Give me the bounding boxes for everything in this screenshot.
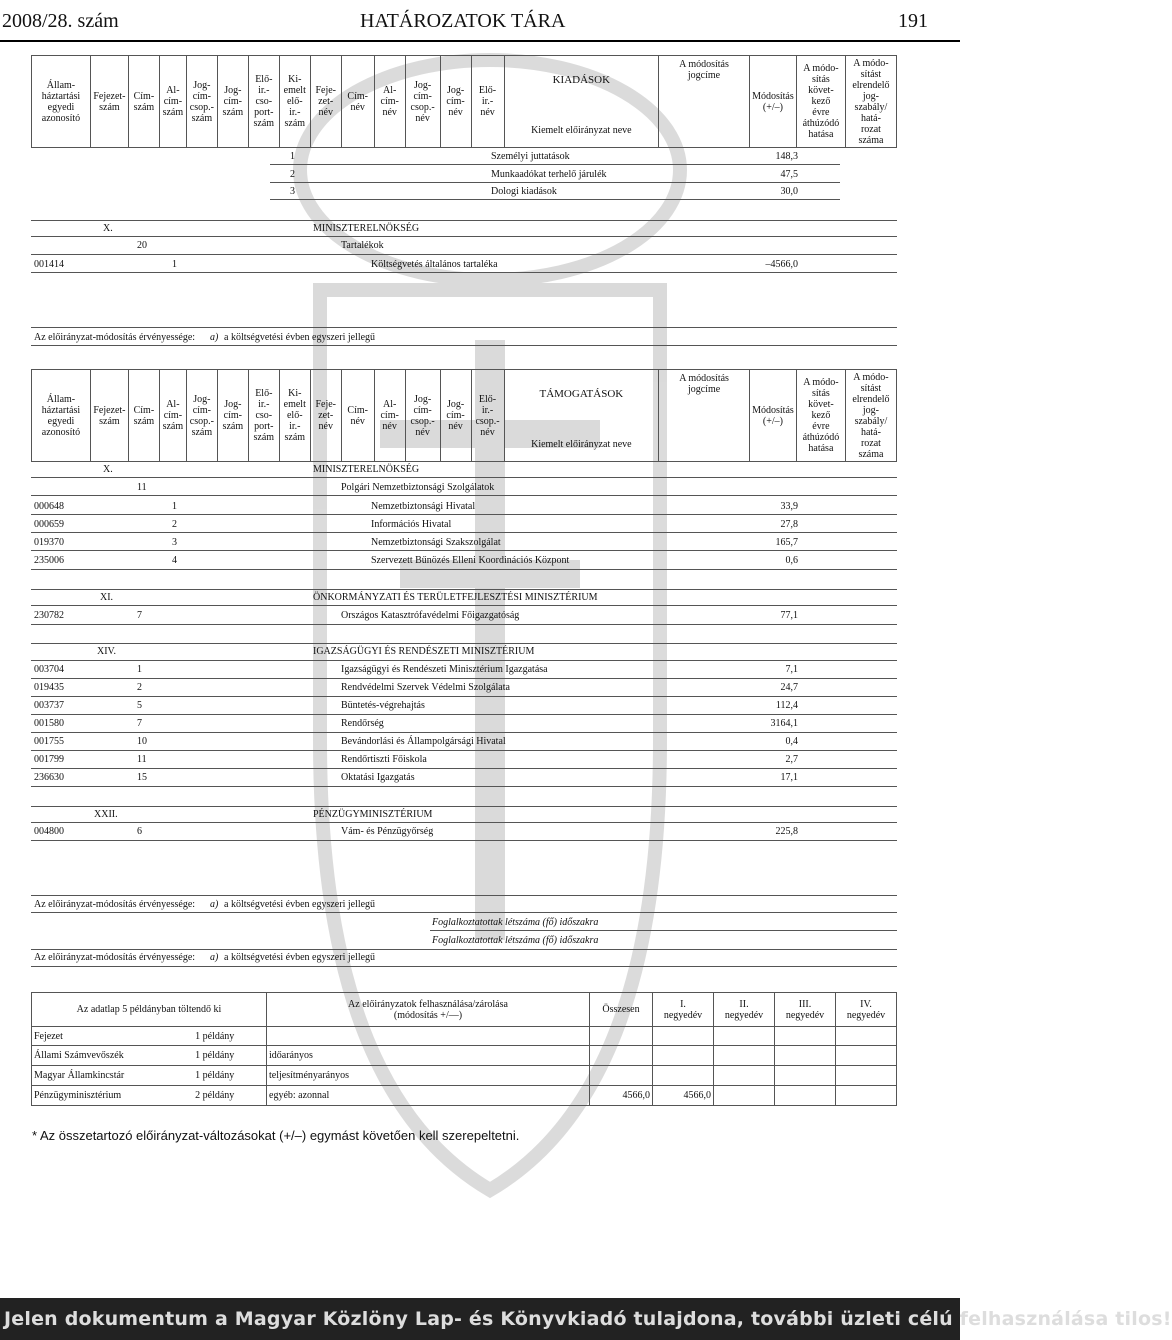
dist-q1: [653, 1027, 714, 1046]
mod-value: 17,1: [780, 772, 798, 783]
ahaz-id: 004800: [34, 826, 64, 837]
dist-total: [590, 1066, 653, 1086]
kiemelt-label: Kiemelt előirányzat neve: [531, 125, 632, 136]
kiemelt-label: Kiemelt előirányzat neve: [531, 439, 632, 450]
page-header: [0, 0, 960, 42]
kov-ev-col: A módo- sítás követ- kező évre áthúzódó hatása: [796, 56, 845, 148]
dist-copies: 2 példány: [193, 1086, 266, 1106]
mod-jogcime: A módosítás jogcíme: [659, 370, 750, 462]
page-title: HATÁROZATOK TÁRA: [360, 10, 566, 32]
dist-total: [590, 1027, 653, 1046]
footer-banner: [0, 1298, 1172, 1340]
cim-name: Rendőrtiszti Főiskola: [341, 754, 427, 765]
mod-jogcime: A módosítás jogcíme: [659, 56, 750, 148]
cim-name: Vám- és Pénzügyőrség: [341, 826, 434, 837]
ervenyesseg-text: a költségvetési évben egyszeri jellegű: [224, 332, 376, 343]
cim-code: 7: [137, 718, 142, 729]
cim-code: 20: [137, 240, 147, 251]
mod-value: 27,8: [780, 519, 798, 530]
dist-header-usage: Az előirányzatok felhasználása/zárolása (módosítás +/—): [267, 993, 590, 1027]
dist-copies: 1 példány: [193, 1027, 266, 1046]
dist-desc: [267, 1027, 590, 1046]
ahaz-id: 001799: [34, 754, 64, 765]
cim-code: 2: [137, 682, 142, 693]
fejezet-name: MINISZTERELNÖKSÉG: [313, 464, 420, 475]
ahaz-id: 000648: [34, 501, 64, 512]
col-fejezet: Fejezet- szám: [90, 56, 128, 148]
fejezet-code: X.: [103, 223, 113, 234]
alcim-code: 1: [172, 501, 177, 512]
col-cim: Cím- szám: [128, 56, 159, 148]
col-ecs: Elő- ir.- cso- port- szám: [248, 370, 279, 462]
footer-text: Jelen dokumentum a Magyar Közlöny Lap- és Könyvkiadó tulajdona, további üzleti célú felhasználása tilos!: [4, 1308, 1172, 1330]
cim-code: 1: [137, 664, 142, 675]
fejezet-name: ÖNKORMÁNYZATI ÉS TERÜLETFEJLESZTÉSI MINISZTÉRIUM: [313, 592, 598, 603]
ervenyesseg-label: Az előirányzat-módosítás érvényessége:: [34, 899, 196, 910]
table-row: [32, 1046, 897, 1066]
cim-code: 7: [137, 610, 142, 621]
cim-code: 10: [137, 736, 147, 747]
dist-desc: teljesítményarányos: [267, 1066, 590, 1086]
alcim-code: 3: [172, 537, 177, 548]
tamogatasok-title-cell: [504, 370, 659, 462]
ahaz-id: 001414: [34, 259, 64, 270]
tamogatasok-header-table: [31, 369, 897, 462]
cim-name: Büntetés-végrehajtás: [341, 700, 425, 711]
dist-header-total: Összesen: [590, 993, 653, 1027]
elrendelo-col: A módo- sítást elrendelő jog- szabály/ hatá- rozat száma: [845, 56, 896, 148]
col-cimnev: Cím- név: [341, 56, 374, 148]
alcim-code: 1: [172, 259, 177, 270]
ahaz-id: 019435: [34, 682, 64, 693]
ahaz-id: 003737: [34, 700, 64, 711]
ervenyesseg-text: a költségvetési évben egyszeri jellegű: [224, 952, 376, 963]
col-alcim: Al- cím- szám: [159, 56, 186, 148]
col-fejezet: Fejezet- szám: [90, 370, 128, 462]
dist-total: 4566,0: [590, 1086, 653, 1106]
kiadasok-header-table: [31, 55, 897, 148]
fejezet-name: PÉNZÜGYMINISZTÉRIUM: [313, 809, 433, 820]
col-jcs: Jog- cím- csop.- szám: [186, 56, 217, 148]
cim-code: 5: [137, 700, 142, 711]
fejezet-name: MINISZTERELNÖKSÉG: [313, 223, 420, 234]
col-jcs: Jog- cím- csop.- szám: [186, 370, 217, 462]
dist-copies: 1 példány: [193, 1046, 266, 1066]
dist-org: Állami Számvevőszék: [32, 1046, 194, 1066]
dist-org: Pénzügyminisztérium: [32, 1086, 194, 1106]
dist-total: [590, 1046, 653, 1066]
cim-code: 11: [137, 754, 147, 765]
mod-value: 225,8: [775, 826, 798, 837]
col-enev: Elő- ir.- név: [471, 56, 504, 148]
distribution-table: [31, 992, 897, 1106]
kiadas-row-name: Dologi kiadások: [491, 186, 557, 197]
col-ke: Ki- emelt elő- ir.- szám: [279, 370, 310, 462]
ervenyesseg-label: Az előirányzat-módosítás érvényessége:: [34, 952, 196, 963]
dist-org: Fejezet: [32, 1027, 194, 1046]
dist-desc: egyéb: azonnal: [267, 1086, 590, 1106]
cim-name: Polgári Nemzetbiztonsági Szolgálatok: [341, 482, 495, 493]
kiadas-row-value: 30,0: [780, 186, 798, 197]
kov-ev-col: A módo- sítás követ- kező évre áthúzódó hatása: [796, 370, 845, 462]
mod-value: 3164,1: [770, 718, 798, 729]
alcim-name: Nemzetbiztonsági Hivatal: [371, 501, 476, 512]
fejezet-code: XIV.: [97, 646, 116, 657]
ervenyesseg-a: a): [210, 899, 219, 910]
col-jc: Jog- cím- szám: [217, 370, 248, 462]
dist-header-copies: Az adatlap 5 példányban töltendő ki: [32, 993, 267, 1027]
fejezet-code: XI.: [100, 592, 114, 603]
kiadas-row-name: Személyi juttatások: [491, 151, 570, 162]
mod-value: 0,4: [785, 736, 798, 747]
ahaz-id: 236630: [34, 772, 64, 783]
mod-value: 77,1: [780, 610, 798, 621]
kiadasok-title: KIADÁSOK: [552, 74, 611, 86]
dist-copies: 1 példány: [193, 1066, 266, 1086]
kiadasok-title-cell: [504, 56, 659, 148]
alcim-name: Szervezett Bűnözés Elleni Koordinációs Központ: [371, 555, 570, 566]
cim-name: Oktatási Igazgatás: [341, 772, 415, 783]
mod-value: 2,7: [785, 754, 798, 765]
cim-code: 15: [137, 772, 147, 783]
col-jc: Jog- cím- szám: [217, 56, 248, 148]
mod-value: 112,4: [775, 700, 798, 711]
dist-desc: időarányos: [267, 1046, 590, 1066]
modositas-col: Módosítás (+/–): [749, 370, 796, 462]
mod-value: 33,9: [780, 501, 798, 512]
ervenyesseg-a: a): [210, 332, 219, 343]
foglalkoztatottak-1: Foglalkoztatottak létszáma (fő) időszakra: [432, 917, 599, 928]
alcim-name: Információs Hivatal: [371, 519, 452, 530]
dist-q1: [653, 1046, 714, 1066]
col-cim: Cím- szám: [128, 370, 159, 462]
fejezet-code: X.: [103, 464, 113, 475]
col-jcsnev: Jog- cím- csop.- név: [405, 370, 440, 462]
col-ahaz: Állam- háztartási egyedi azonosító: [32, 56, 91, 148]
col-alcimnev: Al- cím- név: [374, 56, 405, 148]
cim-name: Rendőrség: [341, 718, 384, 729]
col-jcnev: Jog- cím- név: [440, 370, 471, 462]
col-ke: Ki- emelt elő- ir.- szám: [279, 56, 310, 148]
alcim-code: 2: [172, 519, 177, 530]
cim-code: 11: [137, 482, 147, 493]
col-jcnev: Jog- cím- név: [440, 56, 471, 148]
kiadas-row-num: 1: [290, 151, 295, 162]
modositas-col: Módosítás (+/–): [749, 56, 796, 148]
cim-name: Bevándorlási és Állampolgársági Hivatal: [341, 736, 506, 747]
ervenyesseg-text: a költségvetési évben egyszeri jellegű: [224, 899, 376, 910]
issue-number: 2008/28. szám: [2, 10, 119, 32]
dist-header-q2: II. negyedév: [714, 993, 775, 1027]
table-row: [32, 1066, 897, 1086]
col-ecs: Elő- ir.- cso- port- szám: [248, 56, 279, 148]
ervenyesseg-a: a): [210, 952, 219, 963]
mod-value: 24,7: [780, 682, 798, 693]
elrendelo-col: A módo- sítást elrendelő jog- szabály/ hatá- rozat száma: [845, 370, 896, 462]
ahaz-id: 019370: [34, 537, 64, 548]
col-fejnev: Feje- zet- név: [310, 56, 341, 148]
cim-name: Tartalékok: [341, 240, 384, 251]
kiadas-row-name: Munkaadókat terhelő járulék: [491, 169, 607, 180]
table-row: [32, 1027, 897, 1046]
ahaz-id: 001755: [34, 736, 64, 747]
page-number: 191: [898, 10, 928, 32]
ahaz-id: 230782: [34, 610, 64, 621]
kiadas-row-value: 148,3: [775, 151, 798, 162]
col-fejnev: Feje- zet- név: [310, 370, 341, 462]
fejezet-code: XXII.: [94, 809, 118, 820]
dist-header-q4: IV. negyedév: [836, 993, 897, 1027]
dist-header-q1: I. negyedév: [653, 993, 714, 1027]
footnote: * Az összetartozó előirányzat-változásokat (+/–) egymást követően kell szerepeltetni.: [32, 1128, 520, 1143]
alcim-name: Nemzetbiztonsági Szakszolgálat: [371, 537, 501, 548]
col-enev: Elő- ir.- csop.- név: [471, 370, 504, 462]
col-cimnev: Cím- név: [341, 370, 374, 462]
mod-value: –4566,0: [765, 259, 798, 270]
kiadas-row-value: 47,5: [780, 169, 798, 180]
table-row: [32, 1086, 897, 1106]
kiadas-row-num: 2: [290, 169, 295, 180]
ahaz-id: 001580: [34, 718, 64, 729]
dist-org: Magyar Államkincstár: [32, 1066, 194, 1086]
alcim-name: Költségvetés általános tartaléka: [371, 259, 498, 270]
cim-code: 6: [137, 826, 142, 837]
ervenyesseg-label: Az előirányzat-módosítás érvényessége:: [34, 332, 196, 343]
alcim-code: 4: [172, 555, 177, 566]
mod-value: 7,1: [785, 664, 798, 675]
col-alcim: Al- cím- szám: [159, 370, 186, 462]
mod-value: 0,6: [785, 555, 798, 566]
dist-q1: 4566,0: [653, 1086, 714, 1106]
col-ahaz: Állam- háztartási egyedi azonosító: [32, 370, 91, 462]
foglalkoztatottak-2: Foglalkoztatottak létszáma (fő) időszakra: [432, 935, 599, 946]
dist-q1: [653, 1066, 714, 1086]
ahaz-id: 235006: [34, 555, 64, 566]
cim-name: Rendvédelmi Szervek Védelmi Szolgálata: [341, 682, 510, 693]
cim-name: Igazságügyi és Rendészeti Minisztérium Igazgatása: [341, 664, 548, 675]
col-alcimnev: Al- cím- név: [374, 370, 405, 462]
mod-value: 165,7: [775, 537, 798, 548]
ahaz-id: 003704: [34, 664, 64, 675]
fejezet-name: IGAZSÁGÜGYI ÉS RENDÉSZETI MINISZTÉRIUM: [313, 646, 535, 657]
cim-name: Országos Katasztrófavédelmi Főigazgatóság: [341, 610, 520, 621]
dist-header-q3: III. negyedév: [775, 993, 836, 1027]
tamogatasok-title: TÁMOGATÁSOK: [539, 388, 624, 400]
col-jcsnev: Jog- cím- csop.- név: [405, 56, 440, 148]
ahaz-id: 000659: [34, 519, 64, 530]
kiadas-row-num: 3: [290, 186, 295, 197]
